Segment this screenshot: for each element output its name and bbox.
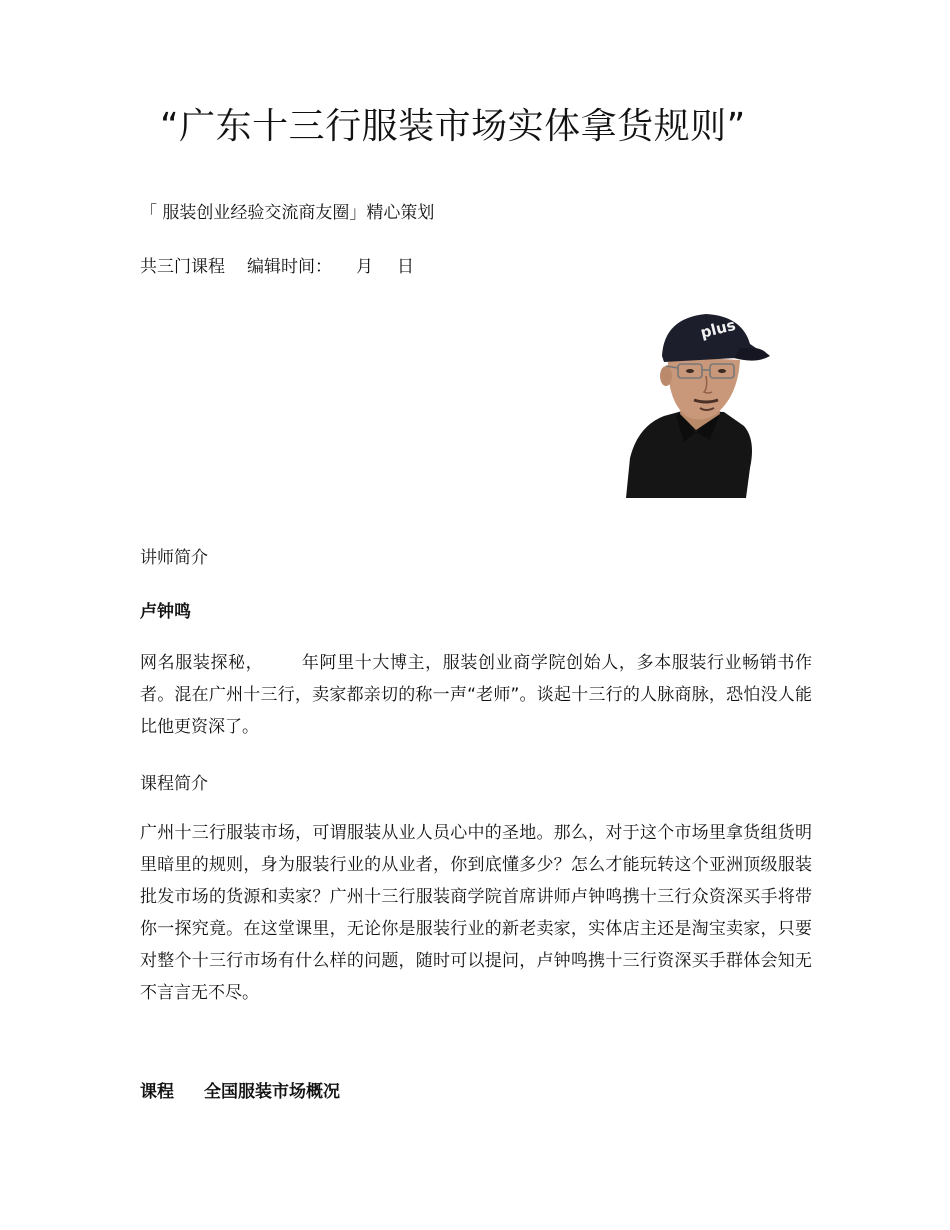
document-title: “广东十三行服装市场实体拿货规则” <box>160 106 746 147</box>
course-section-label: 课程简介 <box>140 774 208 794</box>
cap-logo-text: plus <box>698 315 738 342</box>
lecturer-name: 卢钟鸣 <box>140 602 191 622</box>
edit-time-label: 编辑时间： <box>247 257 332 277</box>
course-count: 共三门课程 <box>140 257 225 277</box>
lecturer-section-label: 讲师简介 <box>140 548 208 568</box>
edit-month: 月 <box>356 257 373 277</box>
course-heading-label: 课程 <box>140 1082 174 1102</box>
lecturer-bio <box>140 647 812 743</box>
edit-day: 日 <box>397 257 414 277</box>
document-subtitle: 「 服装创业经验交流商友圈」精心策划 <box>140 203 435 223</box>
lecturer-bio-part2: 年阿里十大博主，服装创业商学院创始人，多本服装行业畅销书作者。混在广州十三行，卖家都亲切的称一声“老师”。谈起十三行的人脉商脉，恐怕没人能比他更资深了。 <box>140 653 813 737</box>
course-heading-title: 全国服装市场概况 <box>204 1082 340 1102</box>
lecturer-bio-part1: 网名服装探秘， <box>140 653 264 673</box>
course-intro: 广州十三行服装市场，可谓服装从业人员心中的圣地。那么，对于这个市场里拿货组货明里暗里的规则，身为服装行业的从业者，你到底懂多少？怎么才能玩转这个亚洲顶级服装批发市场的货源和卖家？广州十三行服装商学院首席讲师卢钟鸣携十三行众资深买手将带你一探究竟。在这堂课里，无论你是服装行业的新老卖家，实体店主还是淘宝卖家，只要对整个十三行市场有什么样的问题，随时可以提问，卢钟鸣携十三行资深买手群体会知无不言言无不尽。 <box>140 823 812 1003</box>
lecturer-portrait <box>616 308 778 498</box>
document-meta <box>140 252 414 277</box>
course-heading <box>140 1077 340 1102</box>
